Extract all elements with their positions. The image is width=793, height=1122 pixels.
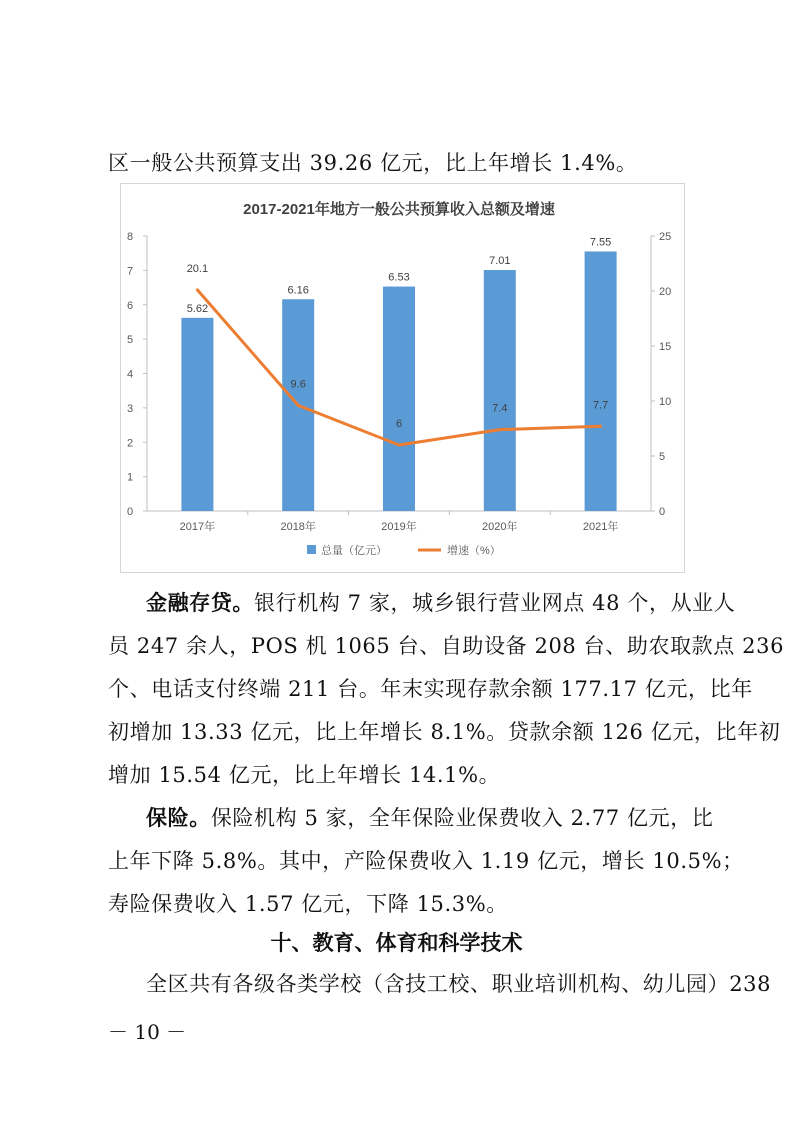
finance-heading: 金融存贷。 bbox=[146, 590, 254, 615]
finance-paragraph-line-4: 初增加 13.33 亿元，比上年增长 8.1%。贷款余额 126 亿元，比年初 bbox=[108, 720, 781, 744]
left-tick-label: 5 bbox=[126, 334, 134, 347]
growth-point bbox=[398, 444, 401, 447]
right-tick-label: 20 bbox=[659, 286, 672, 298]
right-tick-label: 25 bbox=[659, 231, 672, 243]
insurance-line-1-text: 保险机构 5 家，全年保险业保费收入 2.77 亿元，比 bbox=[210, 806, 714, 830]
bar-value-label: 7.55 bbox=[589, 236, 612, 249]
page-number: － 10 － bbox=[108, 1020, 187, 1044]
insurance-paragraph-line-1 bbox=[146, 802, 714, 832]
category-tick-label: 2021年 bbox=[582, 521, 619, 533]
left-tick-label: 3 bbox=[126, 402, 134, 415]
right-tick-label: 10 bbox=[659, 396, 672, 408]
left-tick-label: 6 bbox=[126, 299, 134, 312]
left-tick-label: 4 bbox=[126, 368, 134, 381]
legend-bar-label: 总量（亿元） bbox=[321, 545, 387, 557]
bar bbox=[181, 318, 213, 511]
growth-value-label: 20.1 bbox=[186, 262, 209, 275]
chart-frame bbox=[120, 183, 685, 573]
bar-value-label: 6.53 bbox=[388, 271, 410, 284]
insurance-paragraph-line-3: 寿险保费收入 1.57 亿元，下降 15.3%。 bbox=[108, 892, 508, 916]
category-tick-label: 2018年 bbox=[280, 521, 316, 533]
left-tick-label: 1 bbox=[126, 471, 134, 484]
bar bbox=[383, 287, 415, 511]
bar bbox=[585, 251, 617, 511]
finance-paragraph-line-2: 员 247 余人，POS 机 1065 台、自助设备 208 台、助农取款点 236 bbox=[108, 634, 785, 658]
growth-value-label: 7.7 bbox=[592, 399, 609, 412]
legend-bar-swatch bbox=[307, 545, 316, 554]
category-tick-label: 2017年 bbox=[179, 521, 216, 533]
finance-paragraph-line-5: 增加 15.54 亿元，比上年增长 14.1%。 bbox=[108, 763, 501, 787]
growth-point bbox=[498, 428, 501, 431]
right-tick-label: 15 bbox=[659, 341, 672, 353]
right-tick-label: 5 bbox=[659, 451, 666, 463]
finance-paragraph-line-3: 个、电话支付终端 211 台。年末实现存款余额 177.17 亿元，比年 bbox=[108, 677, 753, 701]
growth-point bbox=[599, 425, 602, 428]
finance-paragraph-line-1 bbox=[146, 587, 736, 617]
bar bbox=[484, 270, 516, 511]
left-tick-label: 8 bbox=[126, 231, 134, 243]
chart-title: 2017-2021年地方一般公共预算收入总额及增速 bbox=[243, 201, 555, 218]
growth-point bbox=[196, 288, 199, 291]
bar-value-label: 5.62 bbox=[186, 302, 209, 315]
left-tick-label: 7 bbox=[126, 265, 134, 278]
insurance-paragraph-line-2: 上年下降 5.8%。其中，产险保费收入 1.19 亿元，增长 10.5%； bbox=[108, 849, 744, 873]
growth-value-label: 6 bbox=[395, 418, 403, 430]
bar-value-label: 7.01 bbox=[489, 255, 511, 268]
bar-value-label: 6.16 bbox=[287, 284, 309, 297]
revenue-chart bbox=[121, 184, 684, 572]
education-paragraph-line-1: 全区共有各级各类学校（含技工校、职业培训机构、幼儿园）238 bbox=[146, 972, 772, 996]
insurance-heading: 保险。 bbox=[146, 805, 211, 830]
section-heading: 十、教育、体育和科学技术 bbox=[270, 931, 523, 955]
budget-expenditure-line: 区一般公共预算支出 39.26 亿元，比上年增长 1.4%。 bbox=[108, 151, 638, 175]
growth-value-label: 7.4 bbox=[492, 402, 508, 415]
left-tick-label: 2 bbox=[126, 437, 134, 450]
category-tick-label: 2020年 bbox=[482, 521, 518, 533]
legend-line-label: 增速（%） bbox=[447, 545, 501, 557]
category-tick-label: 2019年 bbox=[381, 521, 417, 533]
growth-point bbox=[297, 404, 300, 407]
left-tick-label: 0 bbox=[126, 506, 134, 518]
right-tick-label: 0 bbox=[659, 506, 666, 518]
growth-value-label: 9.6 bbox=[290, 378, 306, 391]
finance-line-1-text: 银行机构 7 家，城乡银行营业网点 48 个，从业人 bbox=[254, 591, 736, 615]
